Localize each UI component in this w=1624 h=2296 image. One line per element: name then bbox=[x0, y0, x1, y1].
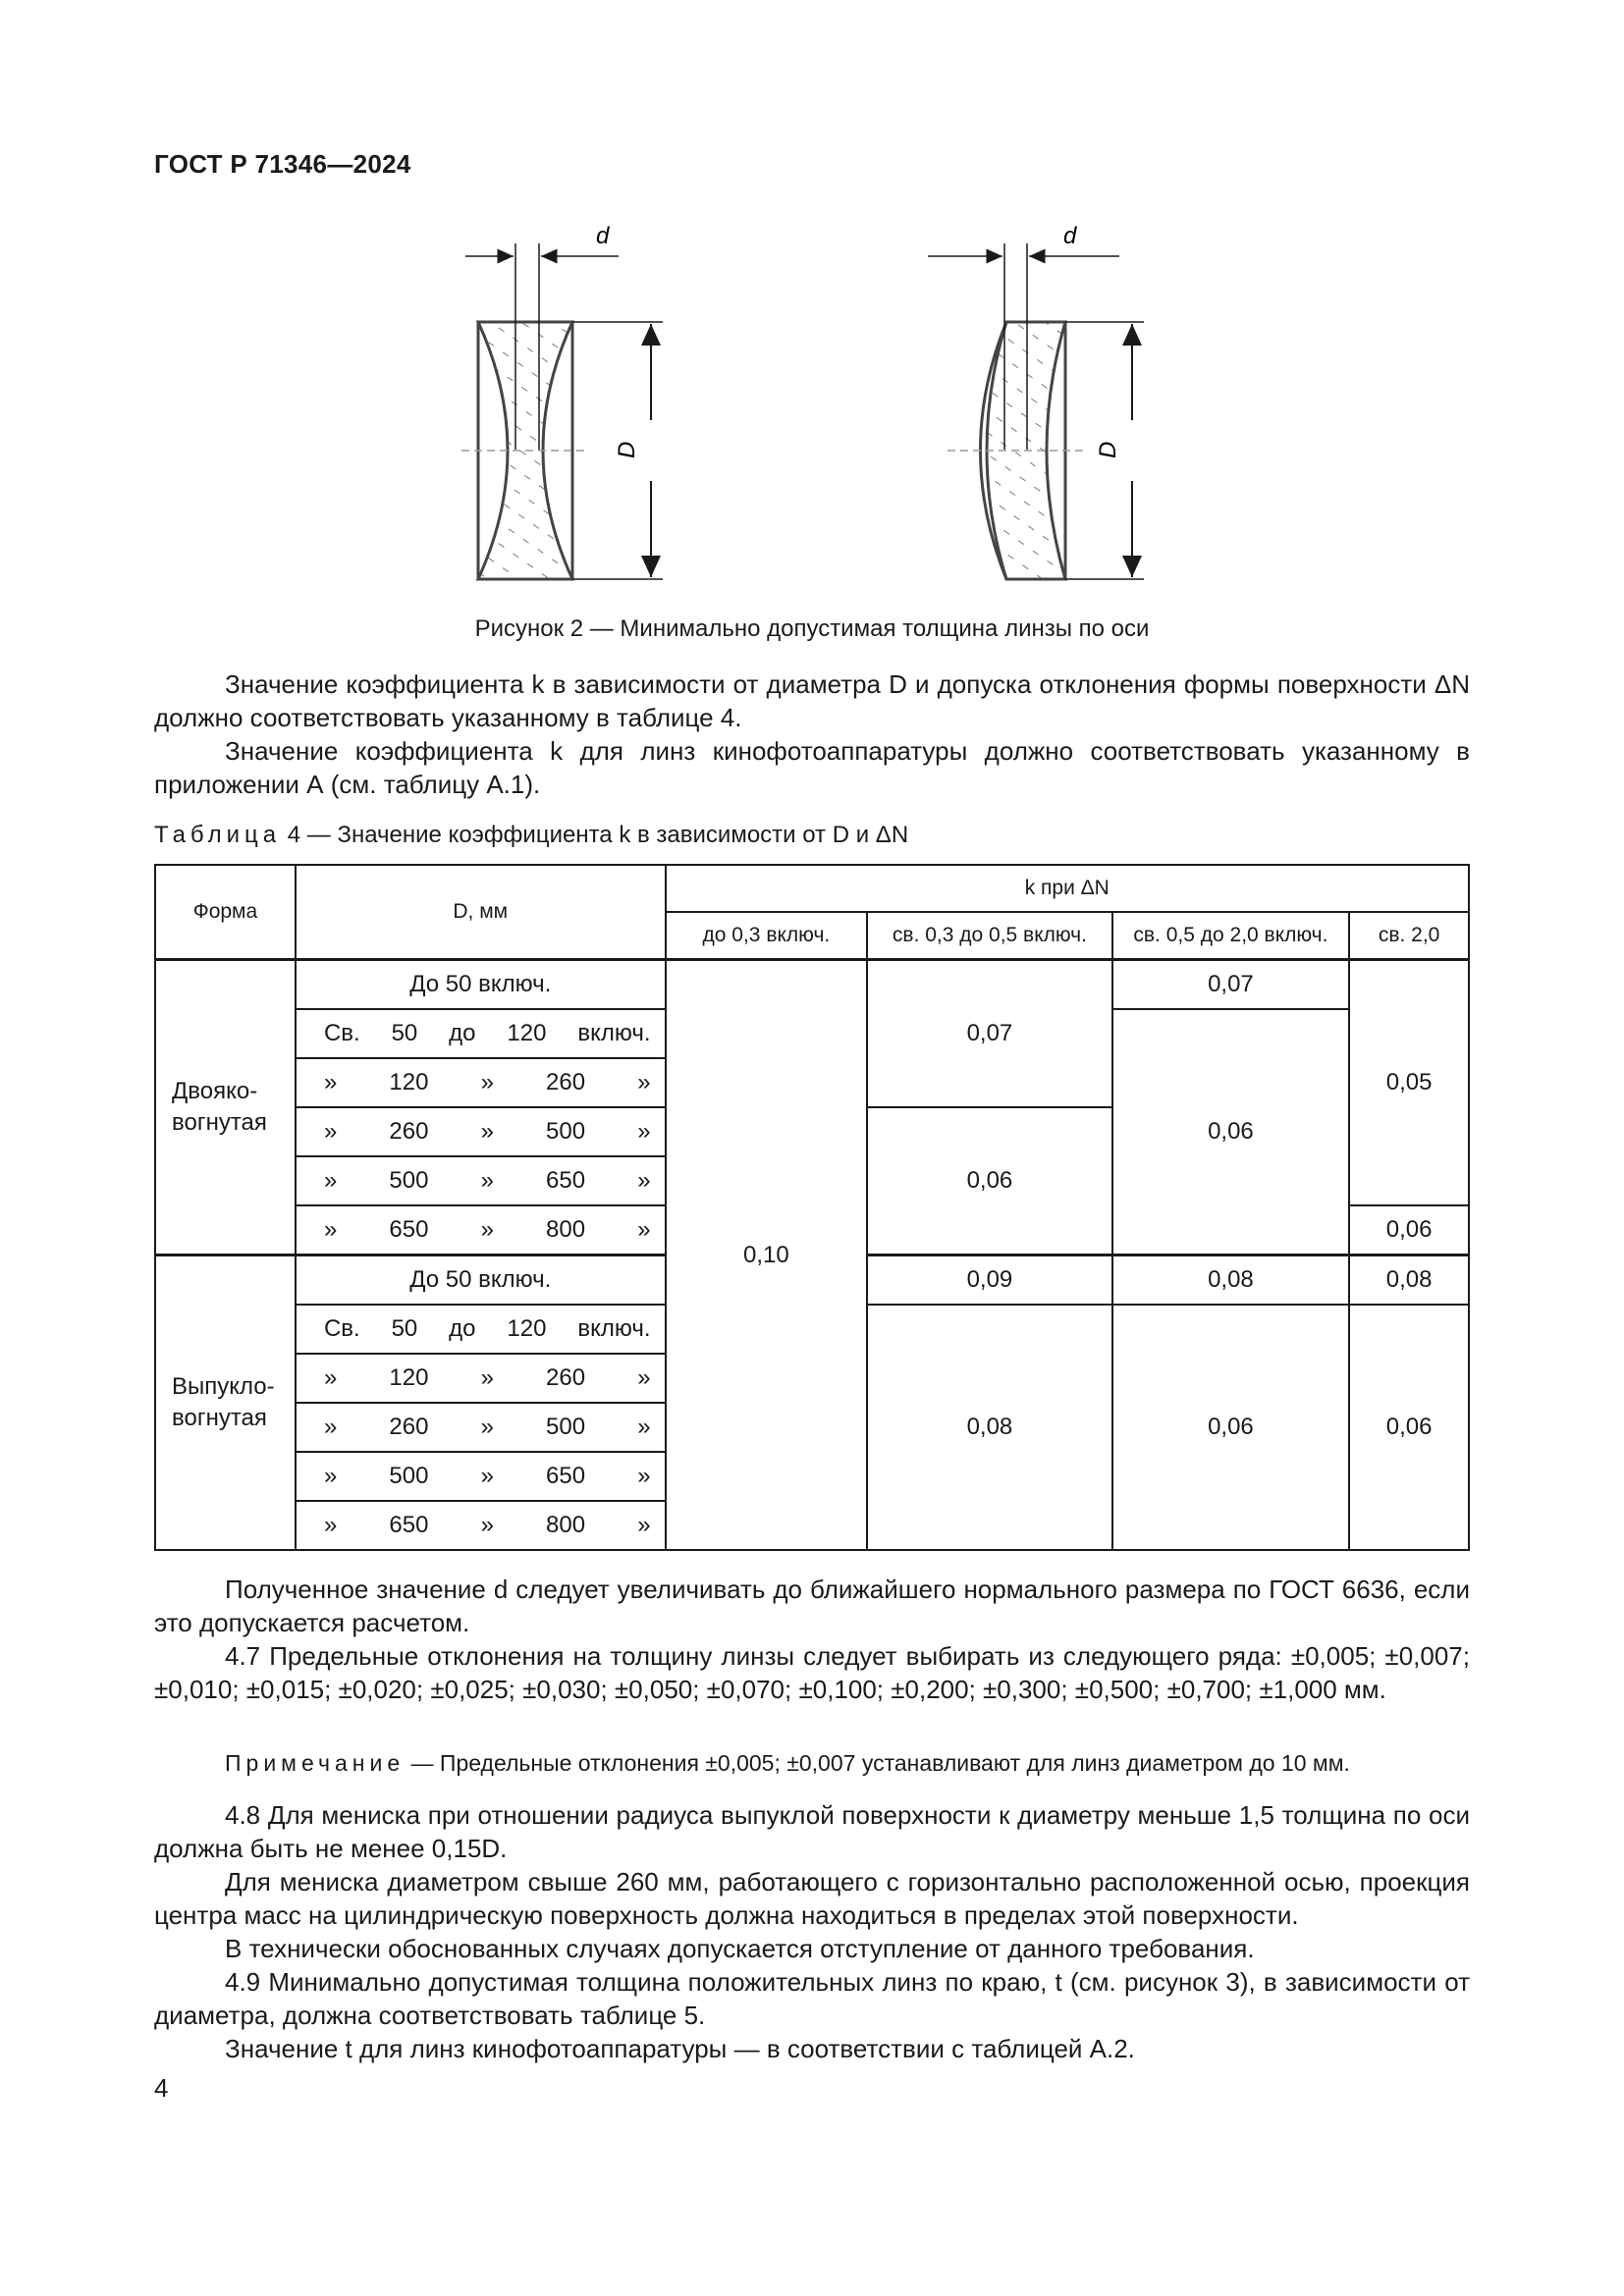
d-range-cell: » 650 » 800 » bbox=[296, 1501, 666, 1550]
header-col1: до 0,3 включ. bbox=[666, 912, 868, 960]
d-range-cell: » 260 » 500 » bbox=[296, 1107, 666, 1156]
page-number: 4 bbox=[154, 2073, 169, 2103]
label-D-left: D bbox=[614, 441, 640, 458]
paragraph-t-value: Значение t для линз кинофотоаппаратуры — в соответствии с таблицей А.2. bbox=[225, 2034, 1135, 2063]
d-range-cell: » 500 » 650 » bbox=[296, 1156, 666, 1205]
paragraph-4-9: 4.9 Минимально допустимая толщина положительных линз по краю, t (см. рисунок 3), в зависимости от диаметра, должна соответствовать таблице 5. bbox=[154, 1967, 1470, 2030]
form-biconcave: Двояко-вогнутая bbox=[155, 960, 296, 1255]
paragraph-4-7: 4.7 Предельные отклонения на толщину линзы следует выбирать из следующего ряда: ±0,005; ±0,007; ±0,010; ±0,015; ±0,020; ±0,025; ±0,030; ±0,050; ±0,070; ±0,100; ±0,200; ±0,300; ±0,500; ±0,700; ±1,000 мм. bbox=[154, 1641, 1470, 1704]
paragraph-1: Значение коэффициента k в зависимости от диаметра D и допуска отклонения формы поверхности ΔN должно соответствовать указанному в таблице 4. bbox=[154, 669, 1470, 732]
d-range-cell: До 50 включ. bbox=[296, 1255, 666, 1306]
value-cell: 0,06 bbox=[867, 1107, 1111, 1255]
coefficient-table bbox=[154, 864, 1470, 1551]
header-d: D, мм bbox=[296, 865, 666, 960]
value-cell: 0,06 bbox=[1349, 1305, 1469, 1550]
value-cell: 0,07 bbox=[1112, 960, 1350, 1010]
value-cell: 0,08 bbox=[867, 1305, 1111, 1550]
lens-figure bbox=[442, 224, 1178, 597]
d-range-cell: » 120 » 260 » bbox=[296, 1058, 666, 1107]
table-caption: Таблица 4 — Значение коэффициента k в зависимости от D и ΔN bbox=[154, 822, 909, 848]
label-D-right: D bbox=[1095, 441, 1121, 458]
value-cell: 0,08 bbox=[1112, 1255, 1350, 1306]
value-cell: 0,10 bbox=[666, 960, 868, 1551]
value-cell: 0,08 bbox=[1349, 1255, 1469, 1306]
header-form: Форма bbox=[155, 865, 296, 960]
meniscus-lens bbox=[928, 224, 1144, 579]
value-cell: 0,05 bbox=[1349, 960, 1469, 1206]
d-range-cell: До 50 включ. bbox=[296, 960, 666, 1010]
value-cell: 0,06 bbox=[1112, 1305, 1350, 1550]
value-cell: 0,06 bbox=[1349, 1205, 1469, 1255]
note: Примечание — Предельные отклонения ±0,005; ±0,007 устанавливают для линз диаметром до 10 мм. bbox=[225, 1750, 1350, 1776]
document-header: ГОСТ Р 71346—2024 bbox=[154, 149, 411, 179]
header-col3: св. 0,5 до 2,0 включ. bbox=[1112, 912, 1350, 960]
d-range-cell: Св. 50 до 120 включ. bbox=[296, 1009, 666, 1058]
d-range-cell: » 260 » 500 » bbox=[296, 1403, 666, 1452]
paragraph-4-8: 4.8 Для мениска при отношении радиуса выпуклой поверхности к диаметру меньше 1,5 толщина по оси должна быть не менее 0,15D. bbox=[154, 1800, 1470, 1863]
paragraph-meniscus: Для мениска диаметром свыше 260 мм, работающего с горизонтально расположенной осью, проекция центра масс на цилиндрическую поверхность должна находиться в пределах этой поверхности. bbox=[154, 1867, 1470, 1930]
biconcave-lens bbox=[461, 224, 663, 579]
d-range-cell: » 120 » 260 » bbox=[296, 1354, 666, 1403]
value-cell: 0,07 bbox=[867, 960, 1111, 1108]
d-range-cell: Св. 50 до 120 включ. bbox=[296, 1305, 666, 1354]
figure-caption: Рисунок 2 — Минимально допустимая толщина линзы по оси bbox=[474, 615, 1150, 642]
label-d-left: d bbox=[596, 224, 610, 249]
paragraph-exception: В технически обоснованных случаях допускается отступление от данного требования. bbox=[225, 1934, 1255, 1963]
header-col2: св. 0,3 до 0,5 включ. bbox=[867, 912, 1111, 960]
d-range-cell: » 500 » 650 » bbox=[296, 1452, 666, 1501]
value-cell: 0,06 bbox=[1112, 1009, 1350, 1255]
label-d-right: d bbox=[1063, 224, 1077, 249]
paragraph-3: Полученное значение d следует увеличивать до ближайшего нормального размера по ГОСТ 6636, если это допускается расчетом. bbox=[154, 1575, 1470, 1637]
header-col4: св. 2,0 bbox=[1349, 912, 1469, 960]
paragraph-2: Значение коэффициента k для линз кинофотоаппаратуры должно соответствовать указанному в приложении А (см. таблицу А.1). bbox=[154, 736, 1470, 799]
d-range-cell: » 650 » 800 » bbox=[296, 1205, 666, 1255]
form-convex-concave: Выпукло-вогнутая bbox=[155, 1255, 296, 1551]
value-cell: 0,09 bbox=[867, 1255, 1111, 1306]
header-k: k при ΔN bbox=[666, 865, 1469, 912]
